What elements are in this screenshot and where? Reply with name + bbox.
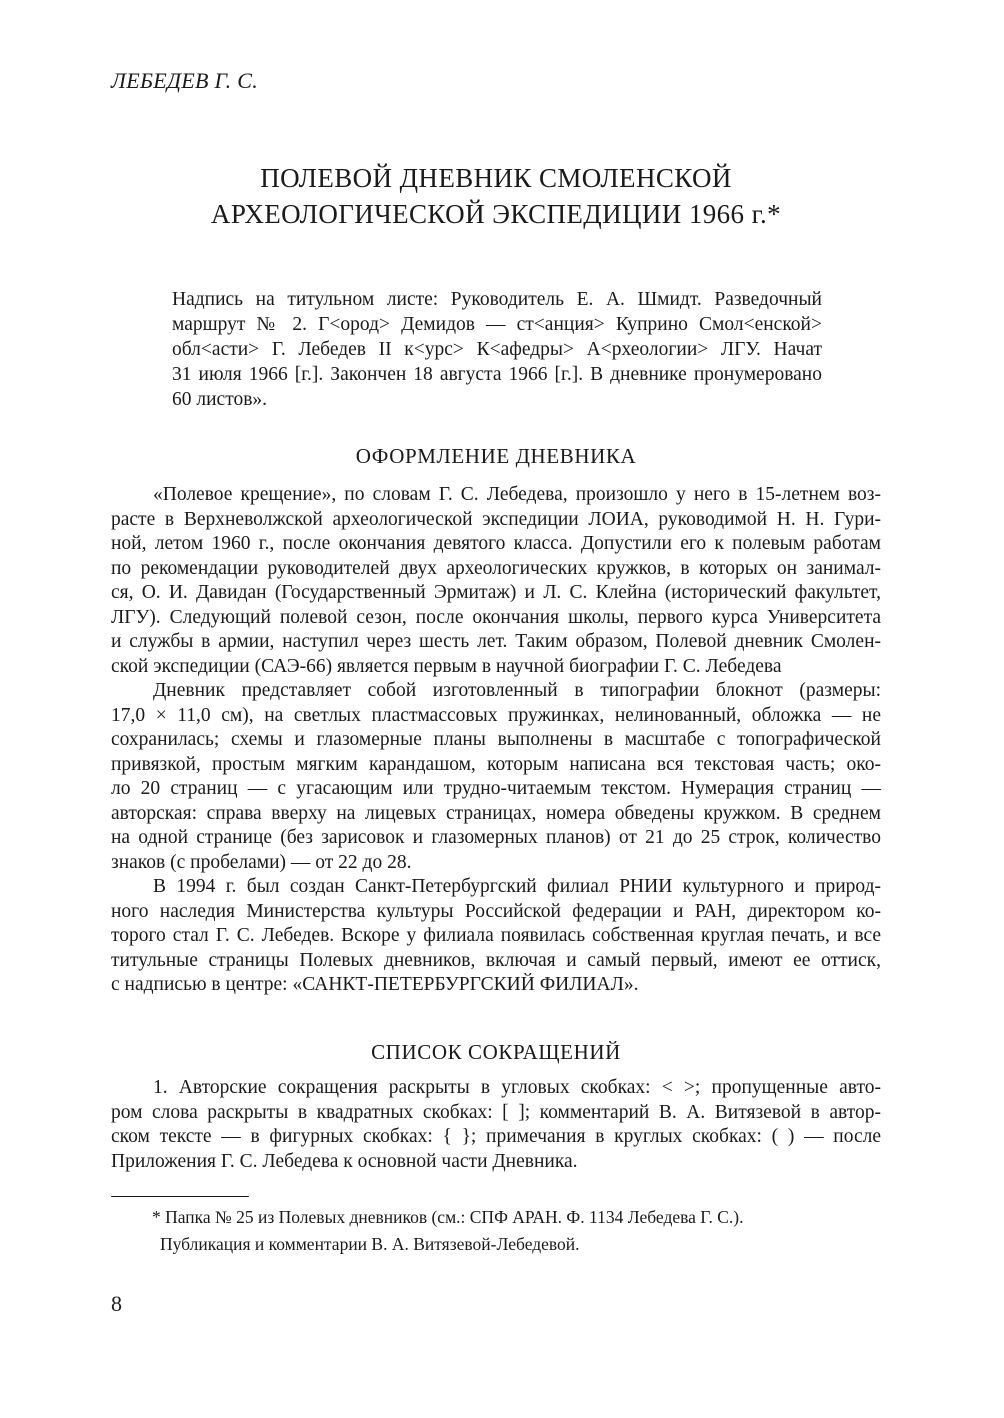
- title-line-2: АРХЕОЛОГИЧЕСКОЙ ЭКСПЕДИЦИИ 1966 г.*: [210, 199, 782, 229]
- inscription-line: обл<асти> Г. Лебедев II к<урс> К<афедры> А<рхеологии> ЛГУ. Начат: [172, 339, 822, 360]
- title-page-inscription: [172, 287, 822, 412]
- running-author: ЛЕБЕДЕВ Г. С.: [111, 68, 259, 93]
- body-line: расте в Верхневолжской археологической экспедиции ЛОИА, руководимой Н. Н. Гури-: [111, 508, 881, 530]
- body-line: ром слова раскрыты в квадратных скобках: [ ]; комментарий В. А. Витязевой в автор-: [111, 1101, 881, 1123]
- body-line: торого стал Г. С. Лебедев. Вскоре у филиала появилась собственная круглая печать, и все: [111, 925, 881, 946]
- article-title: [111, 160, 881, 232]
- body-line: на одной странице (без зарисовок и глазомерных планов) от 21 до 25 строк, количество: [111, 827, 881, 848]
- footnote-line: * Папка № 25 из Полевых дневников (см.: СПФ АРАН. Ф. 1134 Лебедева Г. С.).: [152, 1207, 744, 1227]
- page-number: 8: [111, 1291, 122, 1316]
- body-line: знаков (с пробелами) — от 22 до 28.: [111, 851, 412, 873]
- footnote: [152, 1204, 743, 1258]
- section-heading-abbreviations: СПИСОК СОКРАЩЕНИЙ: [371, 1040, 621, 1064]
- title-line-1: ПОЛЕВОЙ ДНЕВНИК СМОЛЕНСКОЙ: [260, 163, 732, 193]
- body-line: Дневник представляет собой изготовленный в типографии блокнот (размеры:: [153, 680, 881, 701]
- body-line: «Полевое крещение», по словам Г. С. Лебедева, произошло у него в 15-летнем воз-: [153, 484, 881, 505]
- body-line: по рекомендации руководителей двух археологических кружков, в которых он занимал-: [111, 557, 881, 579]
- section-body-design: [111, 483, 881, 998]
- body-line: ной, летом 1960 г., после окончания девятого класса. Допустили его к полевым работам: [111, 533, 881, 554]
- body-line: В 1994 г. был создан Санкт-Петербургский филиал РНИИ культурного и природ-: [153, 876, 881, 897]
- body-line: ской экспедиции (САЭ-66) является первым в научной биографии Г. С. Лебедева: [111, 655, 782, 677]
- body-line: с надписью в центре: «САНКТ-ПЕТЕРБУРГСКИЙ ФИЛИАЛ».: [111, 974, 639, 995]
- inscription-line: маршрут № 2. Г<ород> Демидов — ст<анция> Куприно Смол<енской>: [172, 314, 822, 335]
- body-line: 1. Авторские сокращения раскрыты в угловых скобках: < >; пропущенные авто-: [153, 1077, 881, 1098]
- section-heading-design: ОФОРМЛЕНИЕ ДНЕВНИКА: [355, 444, 637, 468]
- body-line: ЛГУ). Следующий полевой сезон, после окончания школы, первого курса Университета: [111, 606, 881, 628]
- inscription-line: 60 листов».: [172, 389, 268, 410]
- section-body-abbreviations: [111, 1076, 881, 1174]
- body-line: сохранилась; схемы и глазомерные планы выполнены в масштабе с топографической: [111, 729, 881, 750]
- body-line: Приложения Г. С. Лебедева к основной части Дневника.: [111, 1150, 578, 1172]
- footnote-line: Публикация и комментарии В. А. Витязевой-Лебедевой.: [160, 1234, 580, 1254]
- footnote-rule: [111, 1196, 249, 1197]
- body-line: и службы в армии, наступил через шесть лет. Таким образом, Полевой дневник Смолен-: [111, 631, 881, 652]
- inscription-line: Надпись на титульном листе: Руководитель Е. А. Шмидт. Разведочный: [172, 289, 822, 310]
- body-line: ло 20 страниц — с угасающим или трудно-читаемым текстом. Нумерация страниц —: [111, 778, 881, 799]
- body-line: ного наследия Министерства культуры Российской федерации и РАН, директором ко-: [111, 900, 881, 922]
- body-line: титульные страницы Полевых дневников, включая и самый первый, имеют ее оттиск,: [111, 949, 881, 971]
- inscription-line: 31 июля 1966 [г.]. Закончен 18 августа 1966 [г.]. В дневнике пронумеровано: [172, 364, 822, 385]
- body-line: ся, О. И. Давидан (Государственный Эрмитаж) и Л. С. Клейна (исторический факультет,: [111, 582, 881, 603]
- body-line: привязкой, простым мягким карандашом, которым написана вся текстовая часть; око-: [111, 753, 881, 775]
- body-line: 17,0 × 11,0 см), на светлых пластмассовых пружинках, нелинованный, обложка — не: [111, 704, 881, 726]
- body-line: авторская: справа вверху на лицевых страницах, номера обведены кружком. В среднем: [111, 802, 881, 824]
- body-line: ском тексте — в фигурных скобках: { }; примечания в круглых скобках: ( ) — после: [111, 1126, 881, 1147]
